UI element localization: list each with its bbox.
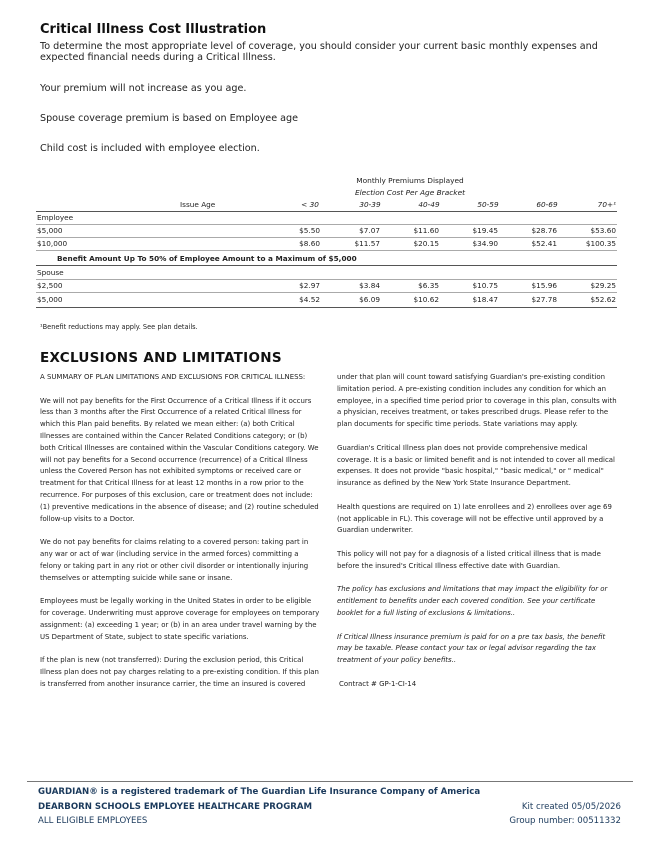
exclusions-paragraph: Employees must be legally working in the United States in order to be eligible for coverage. Underwriting must approve coverage for employees on temporary assignment: (a) exceeding 1 year; or (b) in an area under travel warning by the US Department of State, subject to state specific variations.	[40, 597, 320, 641]
exclusions-heading: EXCLUSIONS AND LIMITATIONS	[40, 350, 282, 366]
premium-cell: $11.57	[354, 239, 380, 248]
premium-cell: $10.62	[413, 295, 439, 304]
age-bracket: 40-49	[418, 200, 440, 209]
eligibility-text: ALL ELIGIBLE EMPLOYEES	[38, 816, 148, 826]
age-bracket: 60-69	[536, 200, 558, 209]
table-row	[0, 295, 659, 307]
group-number: Group number: 00511332	[509, 816, 621, 826]
premium-cell: $8.60	[299, 239, 320, 248]
premium-cell: $100.35	[585, 239, 616, 248]
exclusions-paragraph: If Critical Illness insurance premium is paid for on a pre tax basis, the benefit may be taxable. Please contact your tax or legal advisor regarding the tax treatment of your policy benefits..	[337, 632, 606, 665]
premium-cell: $10.75	[472, 281, 498, 290]
table-divider	[36, 279, 617, 280]
spouse-section-label: Spouse	[37, 268, 64, 277]
table-divider	[36, 211, 617, 212]
table-divider	[36, 265, 617, 266]
table-header-election: Election Cost Per Age Bracket	[354, 188, 466, 197]
program-name: DEARBORN SCHOOLS EMPLOYEE HEALTHCARE PROGRAM	[38, 802, 313, 812]
coverage-amount: $5,000	[37, 295, 63, 304]
exclusions-paragraph: Health questions are required on 1) late enrollees and 2) enrollees over age 69 (not applicable in FL). This coverage will not be effective until approved by a Guardian underwriter.	[337, 502, 612, 535]
contract-number: Contract # GP-1-CI-14	[339, 679, 417, 688]
exclusions-left-column	[40, 372, 320, 702]
premium-cell: $5.50	[299, 226, 320, 235]
exclusions-paragraph: This policy will not pay for a diagnosis of a listed critical illness that is made before the insured's Critical Illness effective date with Guardian.	[337, 549, 601, 570]
issue-age-label: Issue Age	[180, 200, 216, 209]
exclusions-paragraph: Guardian's Critical Illness plan does not provide comprehensive medical coverage. It is a basic or limited benefit and is not intended to cover all medical expenses. It does not provide "basic hospital," "basic medical," or " medical" insurance as defined by the New York State Insurance Department.	[337, 443, 615, 488]
premium-cell: $4.52	[299, 295, 320, 304]
table-divider	[36, 292, 617, 293]
premium-cell: $3.84	[359, 281, 380, 290]
premium-cell: $29.25	[590, 281, 616, 290]
statement-premium: Your premium will not increase as you age.	[40, 83, 247, 94]
table-divider	[36, 307, 617, 308]
premium-cell: $15.96	[531, 281, 557, 290]
trademark-notice: GUARDIAN® is a registered trademark of The Guardian Life Insurance Company of America	[38, 787, 481, 797]
premium-cell: $2.97	[299, 281, 320, 290]
premium-cell: $53.60	[590, 226, 616, 235]
coverage-amount: $5,000	[37, 226, 63, 235]
age-bracket: 70+¹	[597, 200, 616, 209]
exclusions-right-column	[337, 372, 617, 702]
premium-cell: $19.45	[472, 226, 498, 235]
age-bracket: 50-59	[477, 200, 499, 209]
benefit-amount-note: Benefit Amount Up To 50% of Employee Amount to a Maximum of $5,000	[57, 254, 357, 263]
premium-cell: $52.62	[590, 295, 616, 304]
exclusions-paragraph: We will not pay benefits for the First Occurrence of a Critical Illness if it occurs less than 3 months after the First Occurrence of a related Critical Illness for which this Plan paid benefits. By related we mean either: (a) both Critical Illnesses are contained within the Cancer Related Conditions category; or (b) both Critical Illnesses are contained within the Vascular Conditions category. We will not pay benefits for a Second occurrence (recurrence) of a Critical Illness unless the Covered Person has not exhibited symptoms or received care or treatment for that Critical Illness for at least 12 months in a row prior to the recurrence. For purposes of this exclusion, care or treatment does not include: (1) preventive medications in the absence of disease; and (2) routine scheduled follow-up visits to a Doctor.	[40, 396, 319, 523]
footer-divider	[27, 781, 633, 782]
table-divider	[36, 224, 617, 225]
age-bracket: < 30	[301, 200, 319, 209]
exclusions-paragraph: If the plan is new (not transferred): During the exclusion period, this Critical Illness plan does not pay charges relating to a pre-existing condition. If this plan is transferred from another insurance carrier, the time an insured is covered	[40, 656, 319, 688]
premium-cell: $28.76	[531, 226, 557, 235]
kit-created-date: Kit created 05/05/2026	[521, 802, 621, 812]
coverage-amount: $2,500	[37, 281, 63, 290]
employee-section-label: Employee	[37, 213, 74, 222]
premium-cell: $7.07	[359, 226, 380, 235]
page-title: Critical Illness Cost Illustration	[40, 22, 267, 37]
table-divider	[36, 250, 617, 251]
exclusions-paragraph: under that plan will count toward satisfying Guardian's pre-existing condition limitation period. A pre-existing condition includes any condition for which an employee, in a specified time period prior to coverage in this plan, consults with a physician, receives treatment, or takes prescribed drugs. Please refer to the plan documents for specific time periods. State variations may apply.	[337, 373, 617, 429]
premium-cell: $27.78	[531, 295, 557, 304]
exclusions-paragraph: The policy has exclusions and limitations that may impact the eligibility for or entitlement to benefits under each covered condition. See your certificate booklet for a full listing of exclusions & limitations..	[337, 585, 608, 617]
premium-cell: $34.90	[472, 239, 498, 248]
statement-child: Child cost is included with employee election.	[40, 143, 260, 154]
exclusions-paragraph: We do not pay benefits for claims relating to a covered person: taking part in any war or act of war (including service in the armed forces) committing a felony or taking part in any riot or other civil disorder or intentionally injuring themselves or attempting suicide while sane or insane.	[40, 538, 309, 582]
premium-cell: $11.60	[413, 226, 439, 235]
table-header-monthly: Monthly Premiums Displayed	[356, 176, 464, 185]
premium-cell: $52.41	[531, 239, 557, 248]
age-bracket: 30-39	[359, 200, 381, 209]
premium-cell: $18.47	[472, 295, 498, 304]
intro-text: To determine the most appropriate level of coverage, you should consider your current basic monthly expenses and expected financial needs during a Critical Illness.	[40, 41, 598, 63]
table-divider	[36, 237, 617, 238]
premium-cell: $6.09	[359, 295, 380, 304]
exclusions-paragraph: A SUMMARY OF PLAN LIMITATIONS AND EXCLUSIONS FOR CRITICAL ILLNESS:	[40, 373, 306, 381]
statement-spouse: Spouse coverage premium is based on Employee age	[40, 113, 299, 124]
premium-cell: $20.15	[413, 239, 439, 248]
benefit-reduction-footnote: ¹Benefit reductions may apply. See plan details.	[40, 323, 198, 331]
coverage-amount: $10,000	[37, 239, 68, 248]
premium-cell: $6.35	[418, 281, 439, 290]
